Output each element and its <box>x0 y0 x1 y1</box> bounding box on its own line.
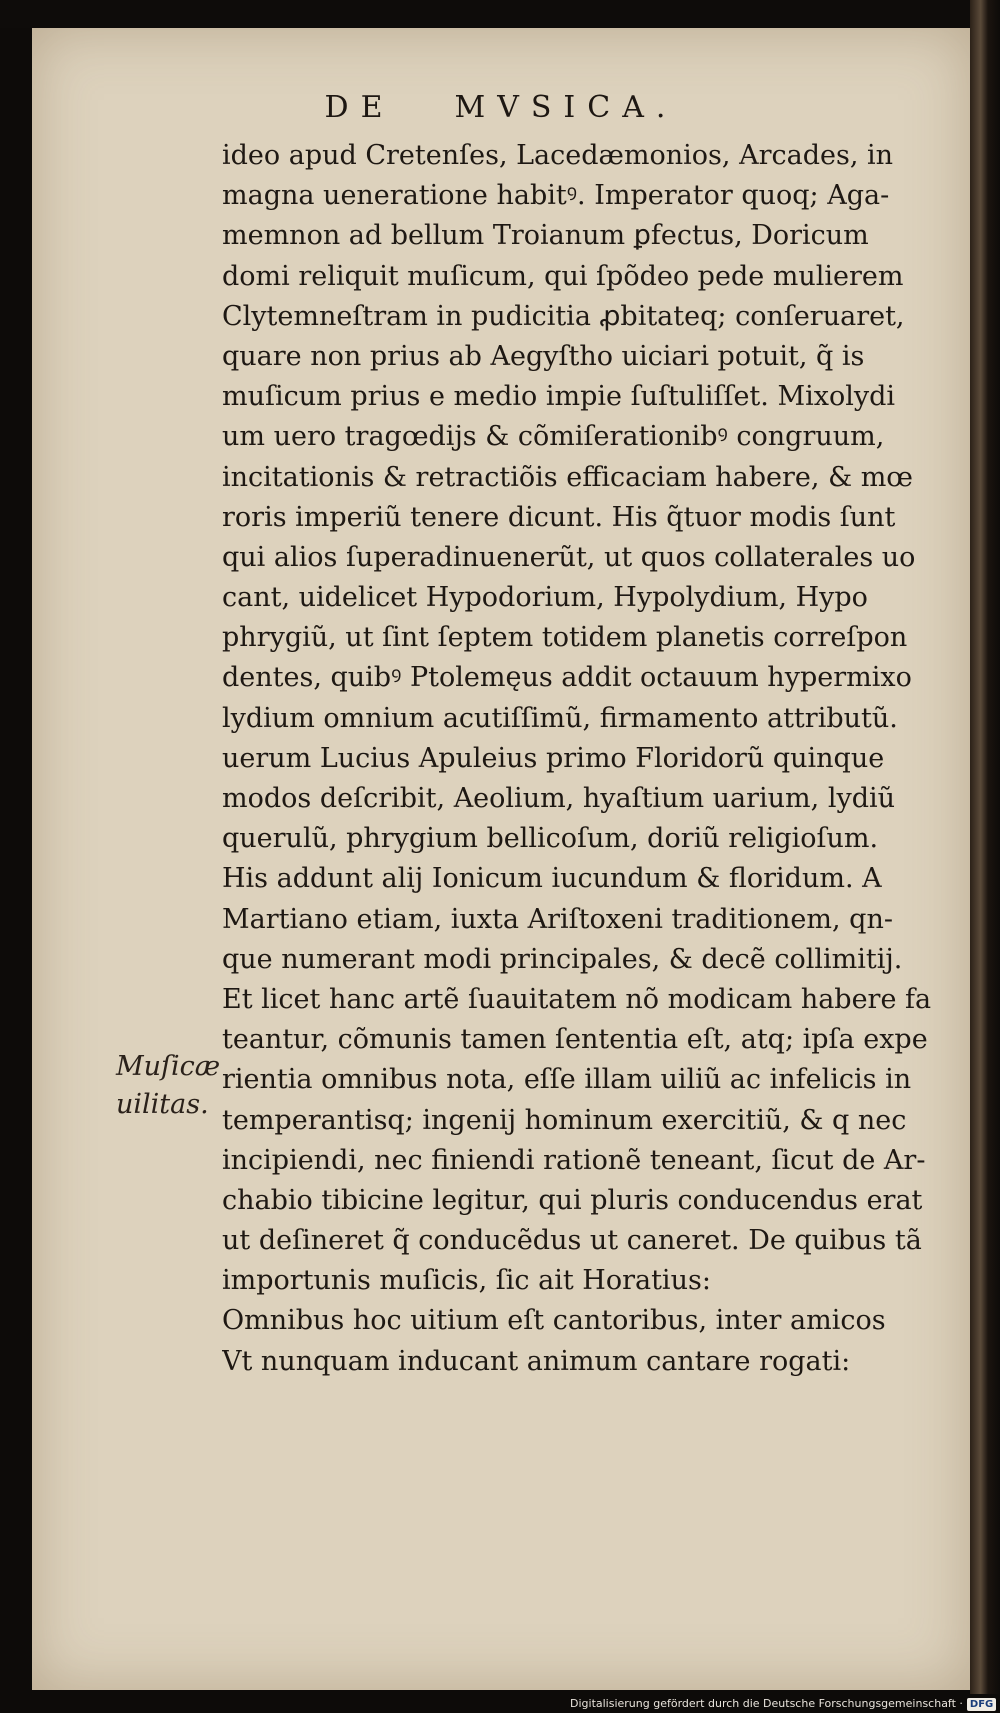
running-header-de: DE <box>324 90 395 125</box>
dfg-logo-icon: DFG <box>967 1698 996 1711</box>
scan-top-border <box>0 0 1000 28</box>
text-line: uerum Lucius Apuleius primo Floridorũ quinque <box>222 742 885 774</box>
text-line: Vt nunquam inducant animum cantare rogati: <box>222 1345 851 1377</box>
text-line: muſicum prius e medio impie ſuſtuliſſet. Mixolydi <box>222 381 896 413</box>
text-line: chabio tibicine legitur, qui pluris conducendus erat <box>222 1184 923 1216</box>
book-page <box>32 28 970 1690</box>
marginal-note-line: Muſicæ <box>116 1051 221 1082</box>
text-line: Et licet hanc artẽ ſuauitatem nõ modicam habere fa <box>222 983 932 1015</box>
text-line: magna ueneratione habitꝰ. Imperator quoq; Aga- <box>222 180 890 212</box>
text-line: roris imperiũ tenere dicunt. His q̃tuor modis ſunt <box>222 501 896 533</box>
text-line: Clytemneſtram in pudicitia ꝓbitateq; conſeruaret, <box>222 300 905 332</box>
text-line: teantur, cõmunis tamen ſententia eſt, atq; ipſa expe <box>222 1024 928 1056</box>
text-line: lydium omnium acutiſſimũ, firmamento attributũ. <box>222 702 898 734</box>
body-text <box>222 136 942 1382</box>
text-line: His addunt alij Ionicum iucundum & floridum. A <box>222 863 882 895</box>
text-line: Omnibus hoc uitium eſt cantoribus, inter amicos <box>222 1305 886 1337</box>
text-line: querulũ, phrygium bellicoſum, doriũ religioſum. <box>222 823 879 855</box>
book-page-edge <box>970 0 1000 1713</box>
text-line: incipiendi, nec finiendi rationẽ teneant, ſicut de Ar- <box>222 1144 926 1176</box>
text-line: Martiano etiam, iuxta Ariſtoxeni traditionem, qn- <box>222 903 893 935</box>
digitization-footer <box>570 1694 1000 1713</box>
text-line: um uero tragœdijs & cõmiſerationibꝰ congruum, <box>222 421 885 453</box>
text-line: dentes, quibꝰ Ptolemęus addit octauum hypermixo <box>222 662 912 694</box>
footer-credit: Digitalisierung gefördert durch die Deutsche Forschungsgemeinschaft · <box>570 1697 963 1710</box>
marginal-note <box>116 1048 226 1124</box>
text-line: rientia omnibus nota, eſſe illam uiliũ ac infelicis in <box>222 1064 912 1096</box>
marginal-note-line: uilitas. <box>116 1089 209 1120</box>
running-header <box>32 90 970 125</box>
text-line: cant, uidelicet Hypodorium, Hypolydium, Hypo <box>222 582 868 614</box>
text-line: incitationis & retractiõis efficaciam habere, & mœ <box>222 461 913 493</box>
text-line: quare non prius ab Aegyſtho uiciari potuit, q̃ is <box>222 340 865 372</box>
running-header-musica: MVSICA. <box>454 90 678 125</box>
text-line: modos deſcribit, Aeolium, hyaſtium uarium, lydiũ <box>222 783 896 814</box>
text-line: que numerant modi principales, & decẽ collimitij. <box>222 943 903 975</box>
text-line: temperantisq; ingenij hominum exercitiũ, & q nec <box>222 1104 907 1136</box>
text-line: memnon ad bellum Troianum ꝑfectus, Doricum <box>222 220 869 252</box>
text-line: ideo apud Cretenſes, Lacedæmonios, Arcades, in <box>222 140 894 171</box>
text-line: importunis muſicis, ſic ait Horatius: <box>222 1265 711 1297</box>
text-line: domi reliquit muſicum, qui ſpõdeo pede mulierem <box>222 260 904 292</box>
text-line: qui alios ſuperadinuenerũt, ut quos collaterales uo <box>222 541 916 573</box>
text-line: ut deſineret q̃ conducẽdus ut caneret. De quibus tã <box>222 1225 922 1257</box>
text-line: phrygiũ, ut ſint ſeptem totidem planetis correſpon <box>222 622 908 654</box>
